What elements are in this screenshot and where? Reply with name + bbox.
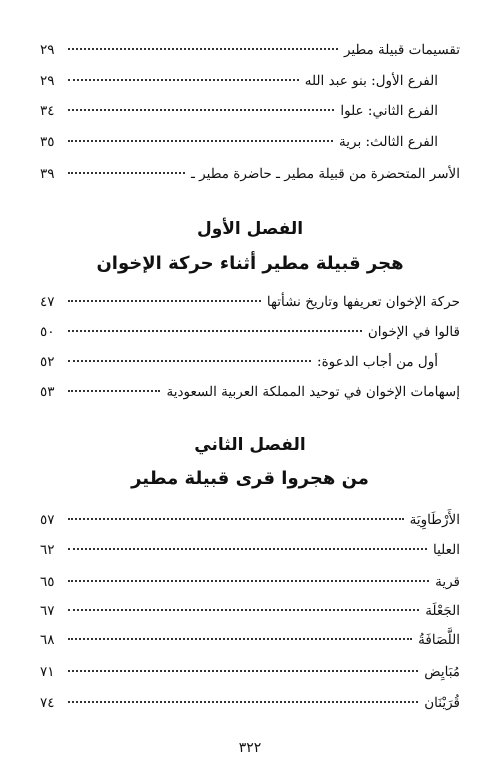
toc-row [40, 601, 460, 621]
toc-row [40, 101, 438, 121]
toc-entry-page: ٢٩ [40, 42, 55, 58]
toc-entry-page: ٤٧ [40, 294, 55, 310]
toc-row [40, 40, 460, 60]
chapter-title: من هجروا قرى قبيلة مطير [131, 468, 369, 489]
toc-entry-title: الأَرْطَاوِيَة [409, 512, 460, 528]
toc-entry-title: قالوا في الإخوان [367, 324, 460, 340]
chapter-label: الفصل الأول [196, 219, 304, 239]
toc-entry-page: ٦٧ [40, 603, 55, 619]
toc-entry-title: قرية [435, 574, 460, 590]
toc-row [40, 693, 460, 713]
toc-entry-title: الفرع الثاني: علوا [340, 103, 438, 119]
leader-dots [68, 638, 412, 640]
leader-dots [68, 670, 418, 672]
toc-row [40, 71, 438, 91]
page-number: ٣٢٢ [238, 740, 262, 756]
toc-row [40, 352, 438, 372]
toc-entry-title: العليا [432, 542, 460, 558]
leader-dots [68, 390, 160, 392]
toc-entry-title: مُبَايِض [424, 664, 460, 680]
leader-dots [68, 701, 418, 703]
toc-entry-page: ٣٥ [40, 134, 55, 150]
toc-row [40, 572, 460, 592]
toc-row [40, 322, 460, 342]
toc-row [40, 540, 460, 560]
toc-entry-page: ٦٢ [40, 542, 55, 558]
toc-entry-title: الفرع الأول: بنو عبد الله [304, 73, 438, 89]
toc-entry-page: ٢٩ [40, 73, 55, 89]
chapter-title: هجر قبيلة مطير أثناء حركة الإخوان [96, 253, 404, 274]
toc-row [40, 164, 460, 184]
toc-entry-title: قُرَيْنَان [424, 695, 460, 711]
toc-row [40, 292, 460, 312]
toc-row [40, 630, 460, 650]
leader-dots [68, 109, 334, 111]
toc-entry-title: الأسر المتحضرة من قبيلة مطير ـ حاضرة مطير ـ [190, 166, 460, 182]
toc-entry-page: ٦٨ [40, 632, 55, 648]
toc-entry-title: إسهامات الإخوان في توحيد المملكة العربية السعودية [166, 384, 460, 400]
leader-dots [68, 79, 299, 81]
leader-dots [68, 580, 429, 582]
toc-entry-page: ٥٢ [40, 354, 55, 370]
leader-dots [68, 48, 338, 50]
leader-dots [68, 300, 261, 302]
leader-dots [68, 518, 404, 520]
toc-row [40, 510, 460, 530]
toc-entry-title: أول من أجاب الدعوة: [317, 354, 438, 370]
toc-entry-page: ٥٣ [40, 384, 55, 400]
leader-dots [68, 609, 419, 611]
toc-entry-title: تقسيمات قبيلة مطير [343, 42, 460, 58]
toc-entry-page: ٥٧ [40, 512, 55, 528]
toc-entry-page: ٥٠ [40, 324, 55, 340]
leader-dots [68, 548, 427, 550]
leader-dots [68, 330, 362, 332]
leader-dots [68, 140, 333, 142]
toc-entry-page: ٧١ [40, 664, 55, 680]
leader-dots [68, 172, 185, 174]
toc-entry-title: اللَّصَافَةُ [418, 632, 460, 648]
toc-entry-title: الفرع الثالث: برية [339, 134, 438, 150]
toc-row [40, 662, 460, 682]
leader-dots [68, 360, 311, 362]
chapter-label: الفصل الثاني [194, 435, 306, 455]
toc-entry-title: الجَعْلَة [425, 603, 460, 619]
toc-entry-page: ٦٥ [40, 574, 55, 590]
toc-row [40, 132, 438, 152]
toc-row [40, 382, 460, 402]
toc-entry-page: ٧٤ [40, 695, 55, 711]
toc-entry-page: ٣٩ [40, 166, 55, 182]
toc-entry-title: حركة الإخوان تعريفها وتاريخ نشأتها [266, 294, 460, 310]
toc-entry-page: ٣٤ [40, 103, 55, 119]
